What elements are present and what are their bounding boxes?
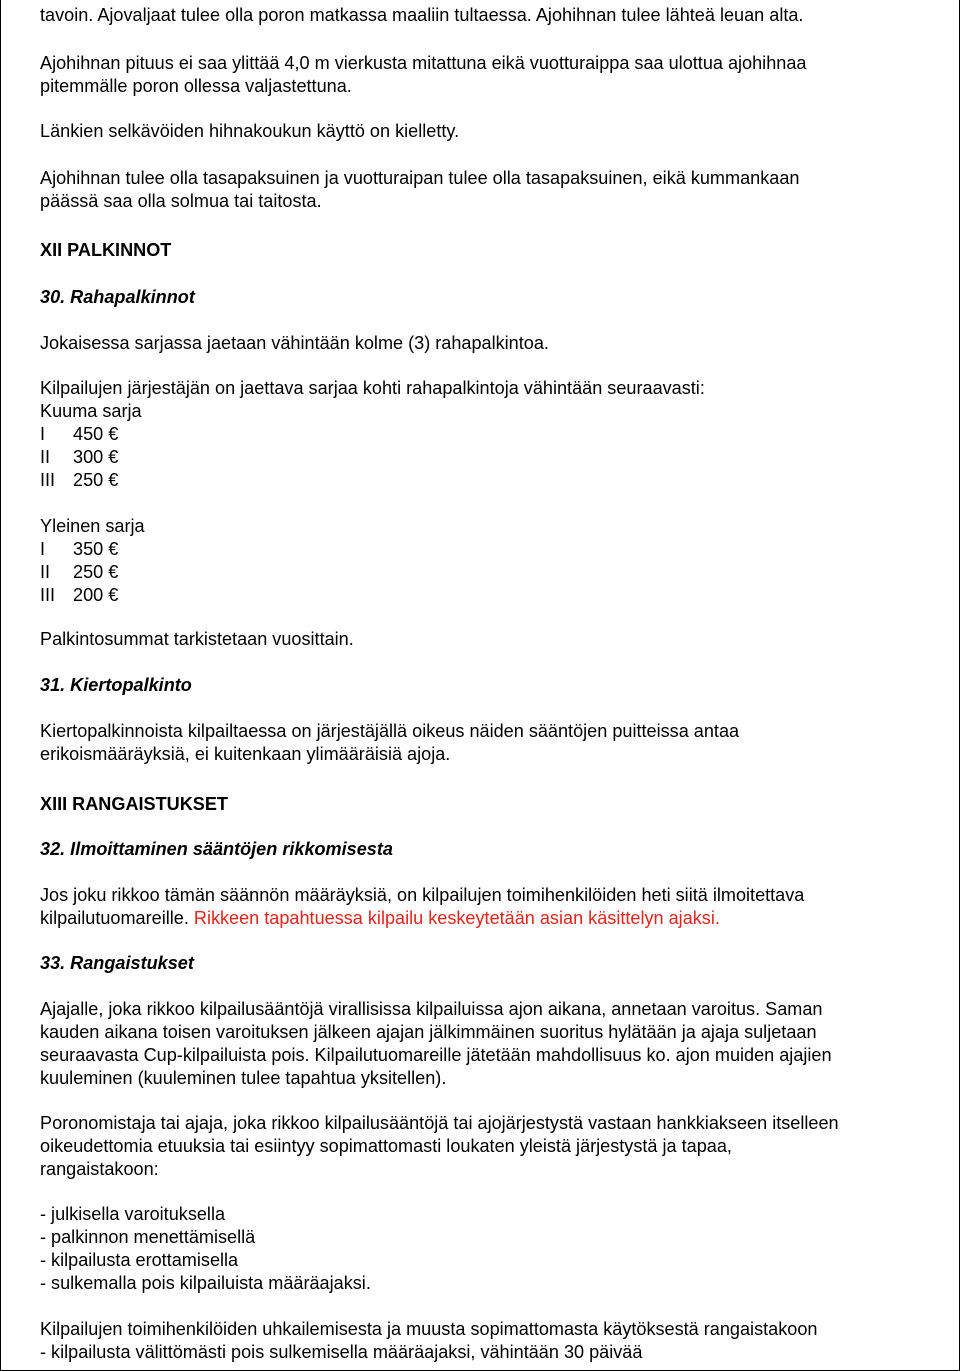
- subsection-heading-32: 32. Ilmoittaminen sääntöjen rikkomisesta: [40, 839, 393, 859]
- prize-rank: III: [40, 470, 56, 490]
- paragraph-line: Länkien selkävöiden hihnakoukun käyttö on kielletty.: [40, 121, 460, 141]
- prize-rank: II: [40, 562, 51, 582]
- subsection-heading-30: 30. Rahapalkinnot: [40, 287, 195, 307]
- prize-rank: II: [40, 447, 51, 467]
- paragraph-line: Jokaisessa sarjassa jaetaan vähintään kolme (3) rahapalkintoa.: [40, 333, 549, 353]
- paragraph-line: Kilpailujen toimihenkilöiden uhkailemisesta ja muusta sopimattomasta käytöksestä rangaistakoon: [40, 1319, 818, 1339]
- section-heading-xii: XII PALKINNOT: [40, 240, 172, 260]
- paragraph-line: Poronomistaja tai ajaja, joka rikkoo kilpailusääntöjä tai ajojärjestystä vastaan hankkiakseen itselleen: [40, 1113, 839, 1133]
- list-item: - sulkemalla pois kilpailuista määräajaksi.: [40, 1273, 371, 1293]
- prize-amount: 250 €: [73, 562, 119, 582]
- paragraph-line: oikeudettomia etuuksia tai esiintyy sopimattomasti loukaten yleistä järjestystä ja tapaa,: [40, 1136, 732, 1156]
- prize-rank: III: [40, 585, 56, 605]
- list-item: - julkisella varoituksella: [40, 1204, 226, 1224]
- paragraph-line: pitemmälle poron ollessa valjastettuna.: [40, 76, 352, 96]
- prize-series-name: Kuuma sarja: [40, 401, 142, 421]
- prize-rank: I: [40, 424, 46, 444]
- paragraph-line: Ajohihnan tulee olla tasapaksuinen ja vuotturaipan tulee olla tasapaksuinen, eikä kummankaan: [40, 168, 800, 188]
- paragraph-line: Ajajalle, joka rikkoo kilpailusääntöjä virallisissa kilpailuissa ajon aikana, annetaan varoitus. Saman: [40, 999, 823, 1019]
- prize-amount: 300 €: [73, 447, 119, 467]
- paragraph-line: Kilpailujen järjestäjän on jaettava sarjaa kohti rahapalkintoja vähintään seuraavasti:: [40, 378, 705, 398]
- paragraph-line: erikoismääräyksiä, ei kuitenkaan ylimääräisiä ajoja.: [40, 744, 451, 764]
- paragraph-line: - kilpailusta välittömästi pois sulkemisella määräajaksi, vähintään 30 päivää: [40, 1342, 643, 1362]
- intro-line: tavoin. Ajovaljaat tulee olla poron matkassa maaliin tultaessa. Ajohihnan tulee lähteä leuan alta.: [40, 5, 804, 25]
- paragraph-line: Ajohihnan pituus ei saa ylittää 4,0 m vierkusta mitattuna eikä vuotturaippa saa ulottua ajohihnaa: [40, 53, 807, 73]
- list-item: - palkinnon menettämisellä: [40, 1227, 256, 1247]
- paragraph-line: kuuleminen (kuuleminen tulee tapahtua yksitellen).: [40, 1068, 447, 1088]
- paragraph-line: päässä saa olla solmua tai taitosta.: [40, 191, 322, 211]
- paragraph-line: Jos joku rikkoo tämän säännön määräyksiä, on kilpailujen toimihenkilöiden heti siitä ilmoitettava: [40, 885, 805, 905]
- subsection-heading-33: 33. Rangaistukset: [40, 953, 194, 973]
- paragraph-text: kilpailutuomareille.: [40, 908, 194, 928]
- subsection-heading-31: 31. Kiertopalkinto: [40, 675, 192, 695]
- list-item: - kilpailusta erottamisella: [40, 1250, 239, 1270]
- prize-rank: I: [40, 539, 46, 559]
- paragraph-line: kauden aikana toisen varoituksen jälkeen ajajan jälkimmäinen suoritus hylätään ja ajaja suljetaan: [40, 1022, 817, 1042]
- paragraph-line: rangaistakoon:: [40, 1159, 159, 1179]
- prize-series-name: Yleinen sarja: [40, 516, 145, 536]
- paragraph-line: Kiertopalkinnoista kilpailtaessa on järjestäjällä oikeus näiden sääntöjen puitteissa antaa: [40, 721, 740, 741]
- paragraph-line: seuraavasta Cup-kilpailuista pois. Kilpailutuomareille jätetään mahdollisuus ko. ajon muiden ajajien: [40, 1045, 832, 1065]
- paragraph-line: [40, 907, 720, 930]
- highlighted-text: Rikkeen tapahtuessa kilpailu keskeytetään asian käsittelyn ajaksi.: [193, 908, 720, 928]
- paragraph-line: Palkintosummat tarkistetaan vuosittain.: [40, 629, 354, 649]
- prize-amount: 350 €: [73, 539, 119, 559]
- section-heading-xiii: XIII RANGAISTUKSET: [40, 794, 228, 814]
- prize-amount: 450 €: [73, 424, 119, 444]
- prize-amount: 250 €: [73, 470, 119, 490]
- prize-amount: 200 €: [73, 585, 119, 605]
